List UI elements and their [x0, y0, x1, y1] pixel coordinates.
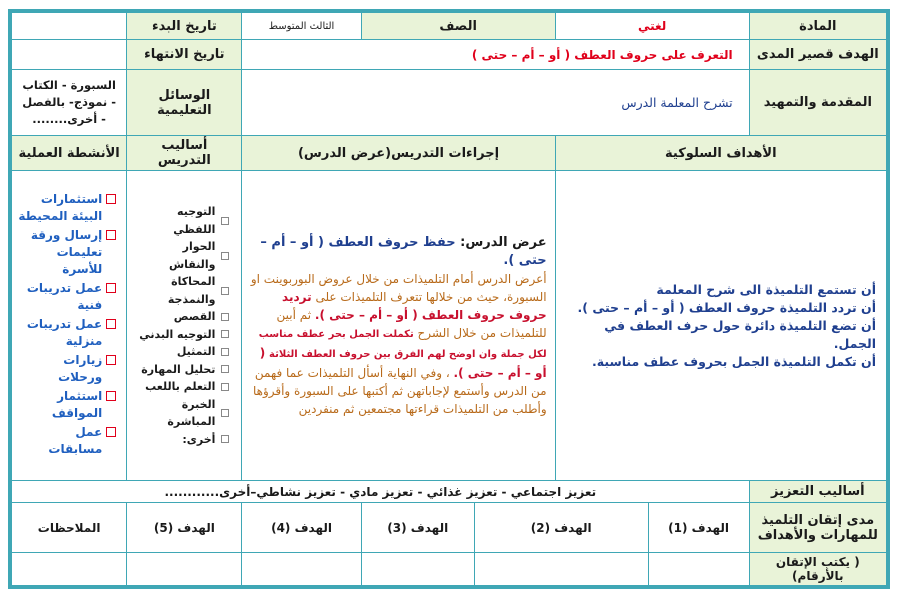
- activity-item[interactable]: [18, 316, 116, 350]
- activities-header: الأنشطة العملية: [12, 136, 127, 171]
- checkbox-icon[interactable]: [106, 283, 116, 293]
- method-item[interactable]: [133, 326, 229, 344]
- reinforcement-value: تعزيز اجتماعي - تعزيز غذائي - تعزيز مادي - تعزيز نشاطي–أخرى............: [12, 481, 750, 503]
- method-label: التوجيه البدني: [139, 327, 216, 341]
- aids-label: الوسائل التعليمية: [127, 70, 242, 136]
- method-label: الخبرة المباشرة: [167, 397, 216, 428]
- objective-item: أن تستمع التلميذة الى شرح المعلمة: [656, 281, 876, 297]
- method-item[interactable]: [133, 238, 229, 273]
- checkbox-icon[interactable]: [106, 319, 116, 329]
- method-label: التمثيل: [176, 345, 216, 358]
- checkbox-icon[interactable]: [221, 409, 229, 417]
- subject-value: لغتي: [555, 13, 749, 40]
- goal-5: الهدف (5): [127, 503, 242, 553]
- goal-3: الهدف (3): [361, 503, 474, 553]
- reinforcement-label: أساليب التعزيز: [749, 481, 886, 503]
- method-item[interactable]: [133, 203, 229, 238]
- activity-label: إرسال ورقة تعليمات للأسرة: [30, 228, 103, 276]
- method-label: التعلم باللعب: [145, 380, 216, 393]
- checkbox-icon[interactable]: [221, 365, 229, 373]
- goal-4-score[interactable]: [242, 553, 361, 586]
- method-item[interactable]: [133, 396, 229, 431]
- intro-value: تشرح المعلمة الدرس: [242, 70, 749, 136]
- procedure-p2-tiny: تكملت الجمل بحر عطف مناسب لكل جملة وان اوضح لهم الفرق بين حروف العطف الثلاثة: [258, 328, 547, 360]
- procedure-title-main: حفظ حروف العطف ( أو – أم – حتى ).: [260, 234, 547, 268]
- procedure-body: [250, 270, 546, 418]
- goal-2-score[interactable]: [474, 553, 648, 586]
- procedure-p1-em: ترديد حروف حروف العطف ( أو – أم – حتى ).: [282, 289, 547, 322]
- activities-list: [18, 191, 120, 458]
- checkbox-icon[interactable]: [106, 355, 116, 365]
- goal-5-score[interactable]: [127, 553, 242, 586]
- start-date-label: تاريخ البدء: [127, 13, 242, 40]
- goal-3-score[interactable]: [361, 553, 474, 586]
- activity-item[interactable]: [18, 280, 116, 314]
- procedure-p2: ثم أبين للتلميذات من خلال الشرح: [276, 307, 547, 340]
- checkbox-icon[interactable]: [221, 287, 229, 295]
- methods-header: أساليب التدريس: [127, 136, 242, 171]
- goal-1-score[interactable]: [648, 553, 749, 586]
- methods-list: [133, 203, 235, 448]
- method-item[interactable]: [133, 431, 229, 449]
- intro-label: المقدمة والتمهيد: [749, 70, 886, 136]
- activity-label: استثمار المواقف: [51, 389, 103, 420]
- class-value: الثالث المتوسط: [242, 13, 361, 40]
- activity-label: عمل مسابقات: [48, 425, 103, 456]
- checkbox-icon[interactable]: [106, 194, 116, 204]
- objectives-cell: [555, 171, 886, 481]
- objectives-header: الأهداف السلوكية: [555, 136, 886, 171]
- checkbox-icon[interactable]: [106, 427, 116, 437]
- checkbox-icon[interactable]: [106, 391, 116, 401]
- method-item[interactable]: [133, 273, 229, 308]
- method-label: أخرى:: [182, 432, 216, 446]
- goal-2: الهدف (2): [474, 503, 648, 553]
- method-item[interactable]: [133, 343, 229, 361]
- checkbox-icon[interactable]: [221, 383, 229, 391]
- objective-item: أن تردد التلميذة حروف العطف ( أو – أم – حتى ).: [577, 299, 876, 315]
- checkbox-icon[interactable]: [221, 330, 229, 338]
- activity-item[interactable]: [18, 227, 116, 278]
- activity-item[interactable]: [18, 388, 116, 422]
- method-label: الحوار والنقاش: [168, 240, 216, 271]
- end-date-value[interactable]: [12, 40, 127, 70]
- subject-label: المادة: [749, 13, 886, 40]
- method-item[interactable]: [133, 308, 229, 326]
- activities-cell: [12, 171, 127, 481]
- method-item[interactable]: [133, 378, 229, 396]
- aids-value: السبورة - الكتاب - نموذج- بالفصل - أخرى........: [12, 70, 127, 136]
- short-goal-value: التعرف على حروف العطف ( أو – أم – حتى ): [242, 40, 749, 70]
- lesson-plan-table: [11, 12, 887, 586]
- checkbox-icon[interactable]: [221, 252, 229, 260]
- end-date-label: تاريخ الانتهاء: [127, 40, 242, 70]
- procedures-cell: [242, 171, 555, 481]
- lesson-plan-sheet: [8, 9, 890, 589]
- method-label: القصص: [173, 310, 216, 323]
- objective-item: أن تضع التلميذة دائرة حول حرف العطف في الجمل.: [604, 317, 876, 351]
- procedure-p1: أعرض الدرس أمام التلميذات من خلال عروض البوربوينت او السبورة، حيث من خلالها تتعرف التلميذات على: [250, 271, 547, 304]
- goal-4: الهدف (4): [242, 503, 361, 553]
- activity-label: استثمارات البيئة المحيطة: [18, 192, 103, 223]
- mastery-numbers-note: ( يكتب الإتقان بالأرقام): [749, 553, 886, 586]
- method-item[interactable]: [133, 361, 229, 379]
- activity-label: عمل تدريبات فنية: [26, 281, 103, 312]
- class-label: الصف: [361, 13, 555, 40]
- checkbox-icon[interactable]: [106, 230, 116, 240]
- checkbox-icon[interactable]: [221, 217, 229, 225]
- checkbox-icon[interactable]: [221, 435, 229, 443]
- mastery-label: مدى إتقان التلميذ للمهارات والأهداف: [749, 503, 886, 553]
- activity-label: عمل تدريبات منزلية: [26, 317, 103, 348]
- procedure-p3: ، وفي النهاية أسأل التلميذات عما فهمن من الدرس وأستمع لإجاباتهن ثم أكتبها على السبورة وأقرؤها وأطلب من التلميذات قراءتها مجتمعين ثم منفردين: [252, 365, 547, 416]
- method-label: المحاكاة والنمذجة: [167, 275, 216, 306]
- start-date-value[interactable]: [12, 13, 127, 40]
- activity-item[interactable]: [18, 352, 116, 386]
- activity-item[interactable]: [18, 191, 116, 225]
- methods-cell: [127, 171, 242, 481]
- method-label: تحليل المهارة: [141, 362, 216, 376]
- notes-header: الملاحظات: [12, 503, 127, 553]
- procedures-header: إجراءات التدريس(عرض الدرس): [242, 136, 555, 171]
- checkbox-icon[interactable]: [221, 313, 229, 321]
- activity-item[interactable]: [18, 424, 116, 458]
- activity-label: زيارات ورحلات: [58, 353, 103, 384]
- procedure-title-prefix: عرض الدرس:: [460, 234, 547, 250]
- short-goal-label: الهدف قصير المدى: [749, 40, 886, 70]
- goal-1: الهدف (1): [648, 503, 749, 553]
- procedure-title: [250, 234, 546, 270]
- notes-value[interactable]: [12, 553, 127, 586]
- checkbox-icon[interactable]: [221, 348, 229, 356]
- method-label: التوجيه اللفظي: [173, 205, 216, 236]
- objective-item: أن تكمل التلميذة الجمل بحروف عطف مناسبة.: [592, 353, 876, 369]
- procedure-p2-em: ( أو – أم – حتى ).: [259, 345, 547, 380]
